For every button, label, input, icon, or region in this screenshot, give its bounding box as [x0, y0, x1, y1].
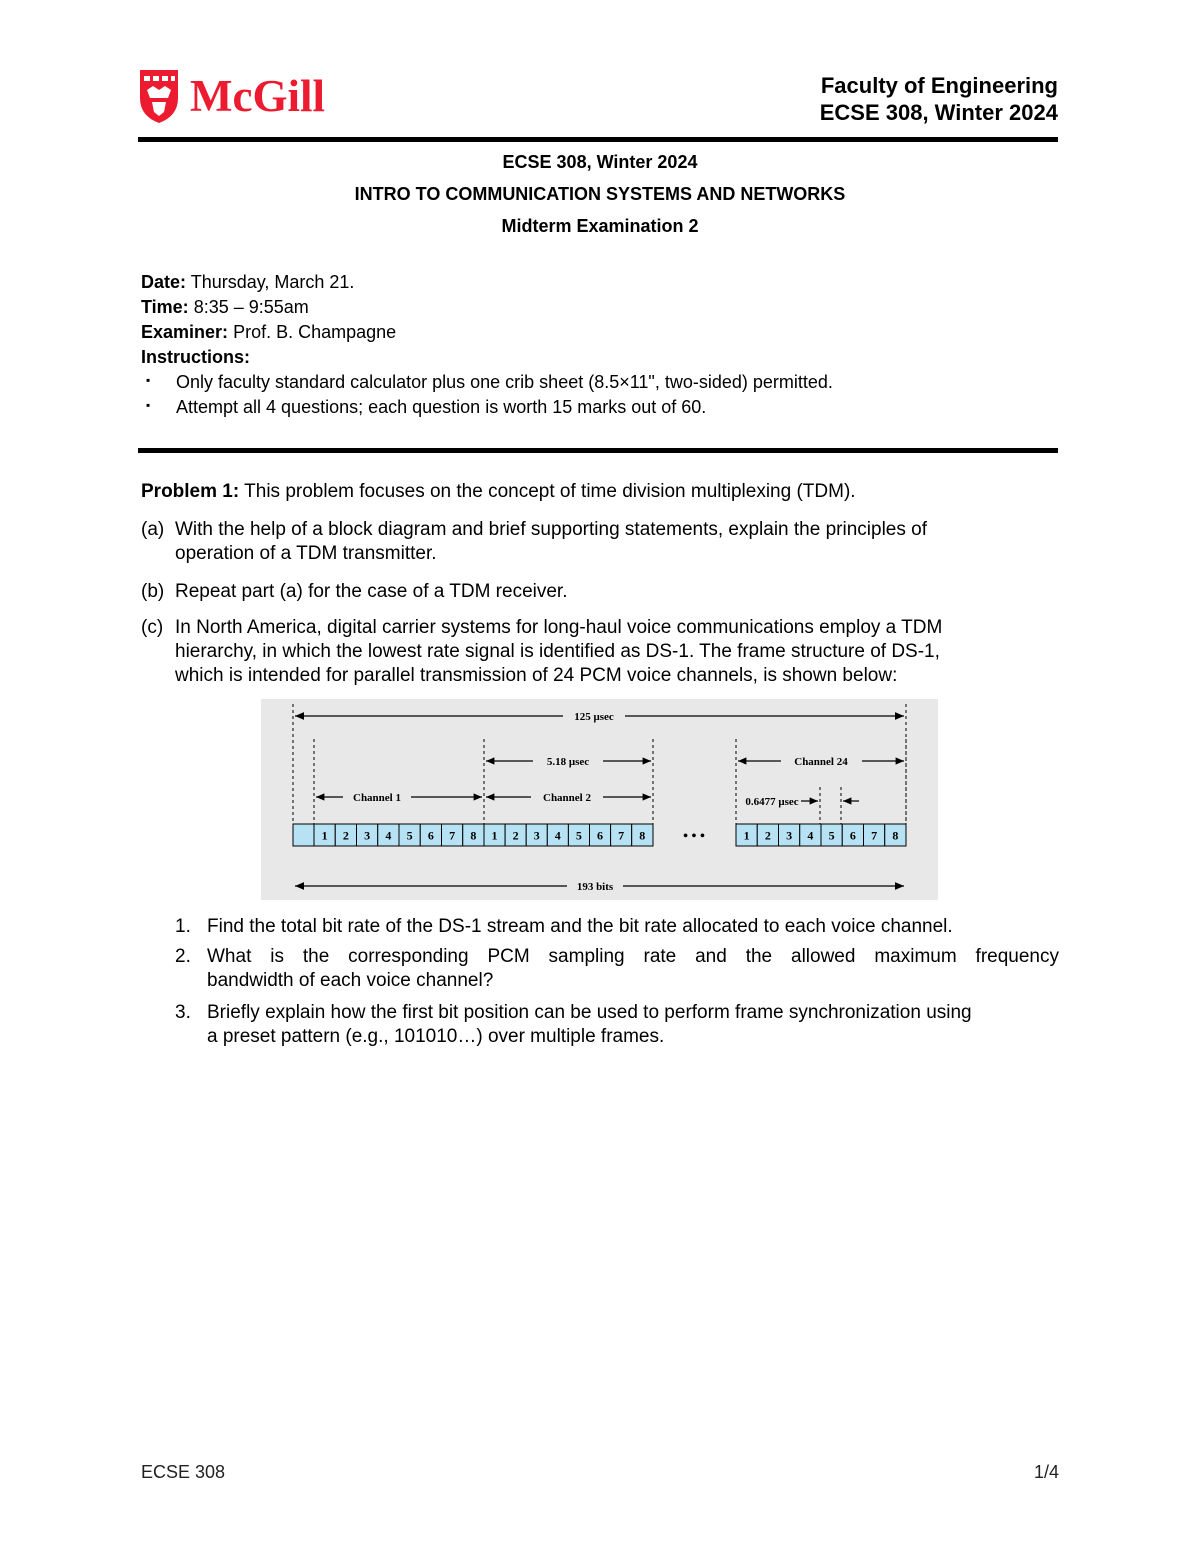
title-exam: Midterm Examination 2 [501, 216, 699, 236]
bit-number: 2 [512, 828, 519, 843]
bullet-icon: ▪ [146, 373, 151, 387]
title-course: ECSE 308, Winter 2024 [502, 152, 698, 172]
frame-bits-label: 193 bits [576, 881, 614, 893]
bit-number: 7 [871, 828, 878, 843]
instruction-item: Only faculty standard calculator plus one crib sheet (8.5×11", two-sided) permitted. [176, 372, 833, 392]
framing-bit-cell [293, 824, 314, 846]
page-number: 1/4 [1033, 1462, 1059, 1482]
bullet-icon: ▪ [146, 398, 151, 412]
time-row [141, 295, 309, 319]
instruction-item: Attempt all 4 questions; each question is worth 15 marks out of 60. [176, 397, 707, 417]
bit-number: 1 [491, 828, 498, 843]
part-label: (c) [141, 617, 164, 638]
part-a-line1: With the help of a block diagram and brief supporting statements, explain the principles of [175, 519, 927, 540]
bit-number: 4 [807, 828, 814, 843]
part-a-line2: operation of a TDM transmitter. [175, 543, 437, 564]
question-2-line2: bandwidth of each voice channel? [207, 970, 494, 991]
bit-number: 6 [597, 828, 603, 843]
bit-number: 6 [427, 828, 434, 843]
ds1-frame-diagram [261, 699, 938, 900]
date-row [141, 270, 354, 294]
channel24-label: Channel 24 [794, 756, 848, 768]
bit-number: 4 [554, 828, 561, 843]
mcgill-logo [138, 68, 325, 124]
examiner-row [141, 320, 396, 344]
instructions-label: Instructions: [141, 347, 251, 367]
bit-number: 2 [764, 828, 771, 843]
bit-number: 3 [533, 828, 540, 843]
part-b-line1: Repeat part (a) for the case of a TDM receiver. [175, 581, 568, 602]
bit-number: 8 [639, 828, 646, 843]
bit-number: 8 [470, 828, 477, 843]
bit-time-label: 0.6477 μsec [745, 796, 799, 808]
bit-number: 6 [849, 828, 856, 843]
channel24-cells [736, 824, 906, 846]
question-number: 3. [175, 1002, 191, 1023]
channel2-cells [484, 824, 653, 846]
frame-time-label: 125 μsec [574, 711, 614, 723]
time-value: 8:35 – 9:55am [193, 297, 309, 317]
title-main: INTRO TO COMMUNICATION SYSTEMS AND NETWORKS [354, 184, 846, 204]
channel-time-label: 5.18 μsec [546, 756, 590, 768]
part-c-line3: which is intended for parallel transmission of 24 PCM voice channels, is shown below: [175, 665, 898, 686]
part-c-line2: hierarchy, in which the lowest rate signal is identified as DS-1. The frame structure of DS-1, [175, 641, 940, 662]
bit-number: 1 [321, 828, 328, 843]
bit-number: 4 [385, 828, 392, 843]
problem1-label: Problem 1: [141, 481, 240, 502]
bit-number: 1 [743, 828, 750, 843]
question-number: 2. [175, 946, 191, 967]
part-label: (a) [141, 519, 165, 540]
bit-number: 5 [406, 828, 413, 843]
problem1-text: This problem focuses on the concept of time division multiplexing (TDM). [244, 481, 856, 502]
ds1-frame-figure [261, 699, 938, 900]
problem1-intro [141, 480, 1059, 504]
crest-icon [138, 68, 180, 124]
question-2-line1: What is the corresponding PCM sampling rate and the allowed maximum frequency [207, 946, 1059, 967]
channel1-cells [314, 824, 484, 846]
channel1-label: Channel 1 [353, 792, 401, 804]
channel2-label: Channel 2 [543, 792, 591, 804]
examiner-label: Examiner: [141, 322, 229, 342]
examiner-value: Prof. B. Champagne [233, 322, 397, 342]
top-divider [138, 137, 1058, 142]
section-divider [138, 448, 1058, 453]
date-value: Thursday, March 21. [190, 272, 355, 292]
bit-number: 7 [618, 828, 625, 843]
part-label: (b) [141, 581, 165, 602]
date-label: Date: [141, 272, 187, 292]
question-3-line1: Briefly explain how the first bit position can be used to perform frame synchronization using [207, 1002, 972, 1023]
bit-number: 8 [892, 828, 899, 843]
bit-number: 3 [786, 828, 793, 843]
bit-number: 3 [364, 828, 371, 843]
question-number: 1. [175, 916, 191, 937]
faculty-name: Faculty of Engineering [820, 73, 1058, 98]
bit-number: 5 [575, 828, 582, 843]
question-3-line2: a preset pattern (e.g., 101010…) over multiple frames. [207, 1026, 665, 1047]
footer-course: ECSE 308 [141, 1462, 226, 1482]
header-right [820, 72, 1058, 126]
logo-wordmark: McGill [190, 70, 325, 121]
part-c-line1: In North America, digital carrier systems for long-haul voice communications employ a TDM [175, 617, 943, 638]
time-label: Time: [141, 297, 189, 317]
bit-number: 5 [828, 828, 835, 843]
question-1-line1: Find the total bit rate of the DS-1 stream and the bit rate allocated to each voice channel. [207, 916, 953, 937]
ellipsis: • • • [683, 829, 705, 844]
bit-number: 7 [449, 828, 456, 843]
bit-number: 2 [342, 828, 349, 843]
header-course-term: ECSE 308, Winter 2024 [819, 100, 1058, 125]
